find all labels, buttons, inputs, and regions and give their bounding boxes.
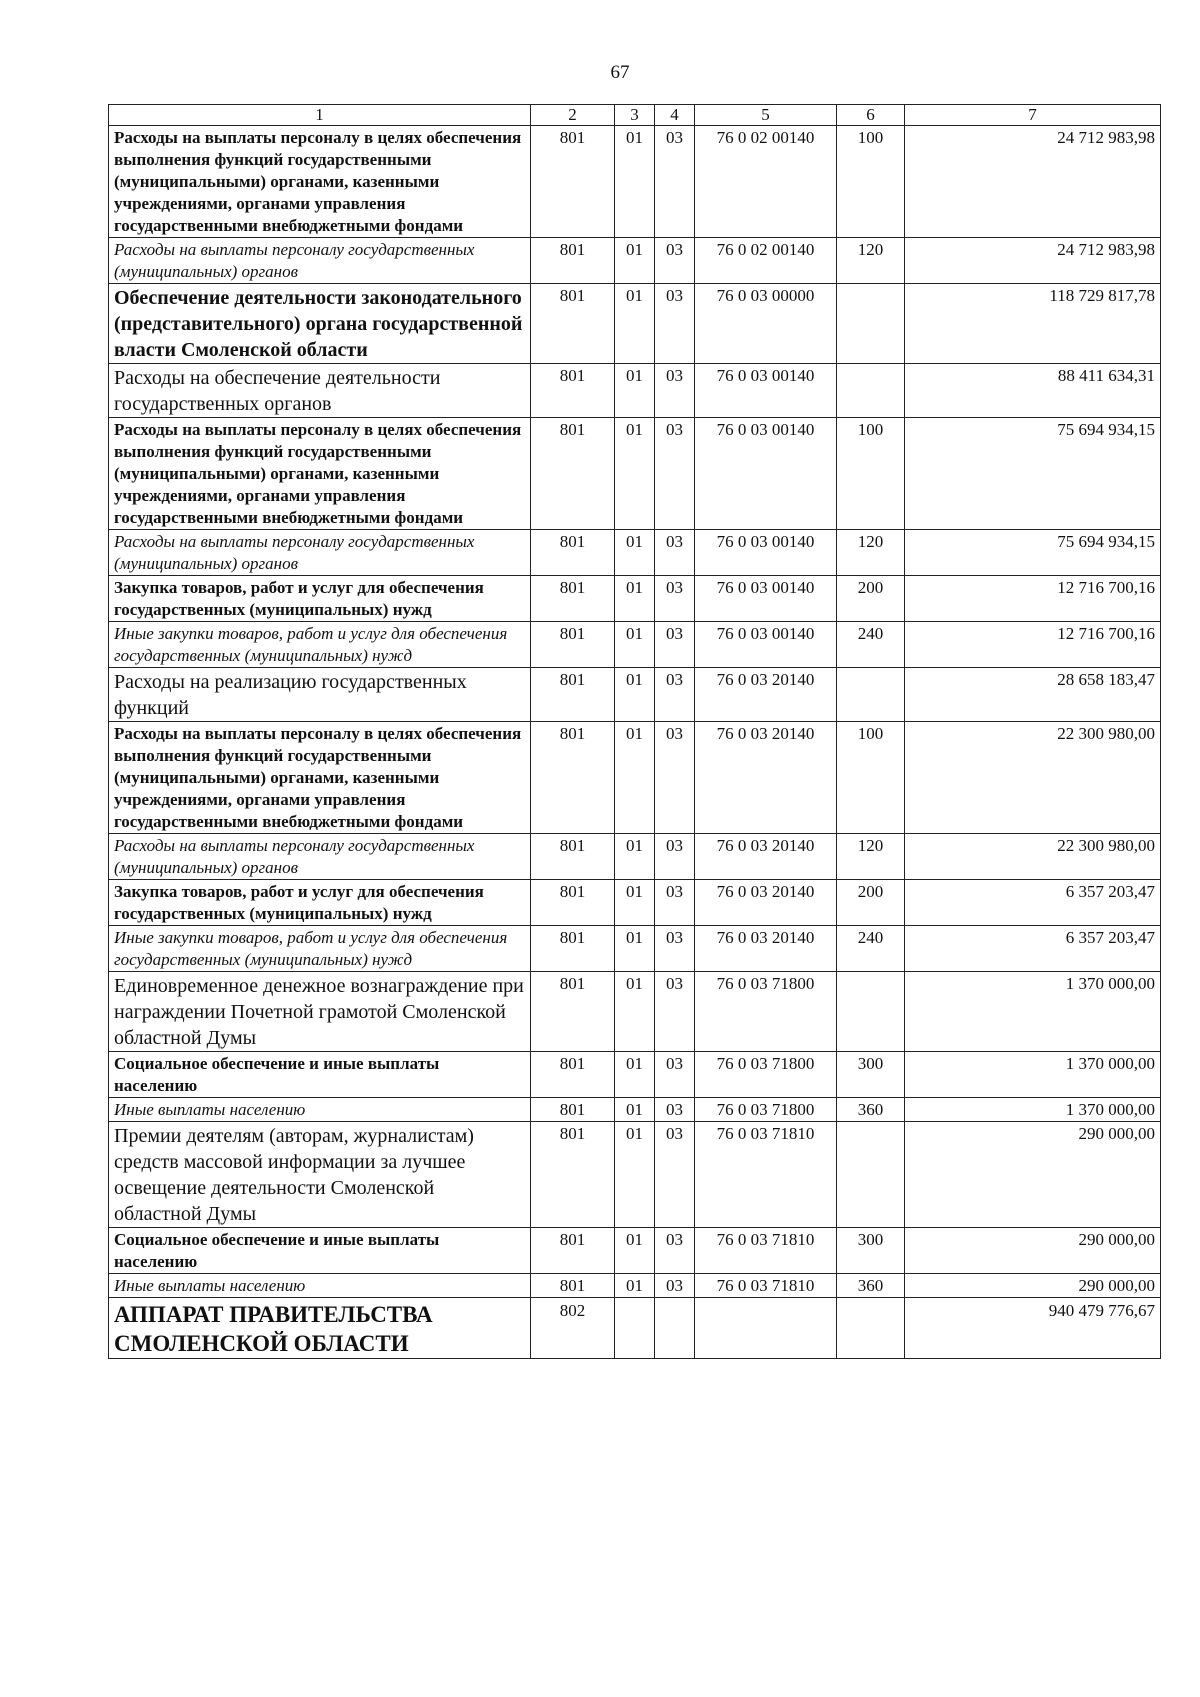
row-expense-type: 100 [837, 722, 905, 834]
row-subsection-code: 03 [655, 1098, 695, 1122]
row-ministry-code: 801 [531, 1228, 615, 1274]
table-row [109, 1274, 1161, 1298]
row-subsection-code: 03 [655, 126, 695, 238]
table-row [109, 364, 1161, 418]
row-target-code: 76 0 03 71800 [695, 1098, 837, 1122]
row-subsection-code: 03 [655, 834, 695, 880]
row-ministry-code: 801 [531, 722, 615, 834]
row-ministry-code: 801 [531, 126, 615, 238]
row-amount: 1 370 000,00 [905, 972, 1161, 1052]
table-row [109, 1228, 1161, 1274]
header-cell: 6 [837, 105, 905, 126]
table-row [109, 1298, 1161, 1359]
header-cell: 1 [109, 105, 531, 126]
row-ministry-code: 801 [531, 880, 615, 926]
row-amount: 1 370 000,00 [905, 1098, 1161, 1122]
row-section-code [615, 1298, 655, 1359]
row-amount: 6 357 203,47 [905, 880, 1161, 926]
row-subsection-code: 03 [655, 1228, 695, 1274]
row-section-code: 01 [615, 1274, 655, 1298]
row-name: Расходы на реализацию государственных функций [109, 668, 531, 722]
row-expense-type: 300 [837, 1052, 905, 1098]
row-name: Социальное обеспечение и иные выплаты населению [109, 1228, 531, 1274]
row-target-code: 76 0 02 00140 [695, 238, 837, 284]
table-row [109, 1098, 1161, 1122]
row-section-code: 01 [615, 576, 655, 622]
row-amount: 1 370 000,00 [905, 1052, 1161, 1098]
row-name: Обеспечение деятельности законодательного (представительного) органа государственной власти Смоленской области [109, 284, 531, 364]
row-target-code: 76 0 03 00140 [695, 576, 837, 622]
row-name: Закупка товаров, работ и услуг для обеспечения государственных (муниципальных) нужд [109, 880, 531, 926]
row-expense-type: 200 [837, 576, 905, 622]
row-subsection-code: 03 [655, 1274, 695, 1298]
row-subsection-code: 03 [655, 238, 695, 284]
row-target-code: 76 0 03 71810 [695, 1228, 837, 1274]
row-ministry-code: 801 [531, 530, 615, 576]
row-name: Расходы на выплаты персоналу в целях обеспечения выполнения функций государственными (муниципальными) органами, казенными учреждениями, органами управления государственными внебюджетными фондами [109, 126, 531, 238]
row-amount: 24 712 983,98 [905, 238, 1161, 284]
row-name: Премии деятелям (авторам, журналистам) средств массовой информации за лучшее освещение деятельности Смоленской областной Думы [109, 1122, 531, 1228]
row-name: Единовременное денежное вознаграждение при награждении Почетной грамотой Смоленской областной Думы [109, 972, 531, 1052]
row-name: Расходы на выплаты персоналу государственных (муниципальных) органов [109, 238, 531, 284]
row-target-code: 76 0 03 20140 [695, 926, 837, 972]
row-target-code: 76 0 03 71810 [695, 1122, 837, 1228]
row-section-code: 01 [615, 722, 655, 834]
table-row [109, 880, 1161, 926]
row-expense-type: 100 [837, 418, 905, 530]
row-subsection-code: 03 [655, 622, 695, 668]
row-section-code: 01 [615, 364, 655, 418]
row-expense-type: 240 [837, 622, 905, 668]
row-subsection-code: 03 [655, 576, 695, 622]
row-section-code: 01 [615, 126, 655, 238]
table-body [109, 126, 1161, 1359]
row-expense-type: 360 [837, 1274, 905, 1298]
row-ministry-code: 801 [531, 1274, 615, 1298]
table-row [109, 668, 1161, 722]
row-name: Расходы на выплаты персоналу в целях обеспечения выполнения функций государственными (муниципальными) органами, казенными учреждениями, органами управления государственными внебюджетными фондами [109, 722, 531, 834]
row-section-code: 01 [615, 972, 655, 1052]
row-name: Иные закупки товаров, работ и услуг для обеспечения государственных (муниципальных) нужд [109, 622, 531, 668]
row-ministry-code: 801 [531, 576, 615, 622]
row-ministry-code: 801 [531, 668, 615, 722]
row-amount: 12 716 700,16 [905, 576, 1161, 622]
row-target-code: 76 0 03 00140 [695, 622, 837, 668]
row-name: Расходы на обеспечение деятельности государственных органов [109, 364, 531, 418]
row-subsection-code: 03 [655, 418, 695, 530]
row-amount: 88 411 634,31 [905, 364, 1161, 418]
row-expense-type [837, 1122, 905, 1228]
header-cell: 7 [905, 105, 1161, 126]
table-row [109, 926, 1161, 972]
row-amount: 24 712 983,98 [905, 126, 1161, 238]
row-amount: 75 694 934,15 [905, 530, 1161, 576]
row-name: Расходы на выплаты персоналу в целях обеспечения выполнения функций государственными (муниципальными) органами, казенными учреждениями, органами управления государственными внебюджетными фондами [109, 418, 531, 530]
row-section-code: 01 [615, 668, 655, 722]
row-section-code: 01 [615, 880, 655, 926]
row-amount: 118 729 817,78 [905, 284, 1161, 364]
row-amount: 290 000,00 [905, 1122, 1161, 1228]
row-subsection-code [655, 1298, 695, 1359]
row-target-code [695, 1298, 837, 1359]
row-name: Закупка товаров, работ и услуг для обеспечения государственных (муниципальных) нужд [109, 576, 531, 622]
row-amount: 290 000,00 [905, 1274, 1161, 1298]
table-row [109, 238, 1161, 284]
table-row [109, 622, 1161, 668]
table-row [109, 1122, 1161, 1228]
row-ministry-code: 801 [531, 622, 615, 668]
row-name: Социальное обеспечение и иные выплаты населению [109, 1052, 531, 1098]
header-cell: 2 [531, 105, 615, 126]
row-section-code: 01 [615, 1228, 655, 1274]
row-amount: 290 000,00 [905, 1228, 1161, 1274]
row-subsection-code: 03 [655, 926, 695, 972]
row-ministry-code: 801 [531, 418, 615, 530]
row-target-code: 76 0 03 20140 [695, 834, 837, 880]
row-section-code: 01 [615, 1052, 655, 1098]
row-expense-type: 120 [837, 530, 905, 576]
row-expense-type [837, 668, 905, 722]
row-target-code: 76 0 03 00140 [695, 530, 837, 576]
table-row [109, 126, 1161, 238]
row-section-code: 01 [615, 622, 655, 668]
row-amount: 22 300 980,00 [905, 834, 1161, 880]
row-expense-type: 240 [837, 926, 905, 972]
row-target-code: 76 0 03 20140 [695, 722, 837, 834]
row-subsection-code: 03 [655, 364, 695, 418]
row-target-code: 76 0 02 00140 [695, 126, 837, 238]
table-row [109, 972, 1161, 1052]
row-ministry-code: 801 [531, 972, 615, 1052]
row-expense-type [837, 364, 905, 418]
table-row [109, 1052, 1161, 1098]
row-name: АППАРАТ ПРАВИТЕЛЬСТВА СМОЛЕНСКОЙ ОБЛАСТИ [109, 1298, 531, 1359]
row-subsection-code: 03 [655, 668, 695, 722]
row-subsection-code: 03 [655, 1052, 695, 1098]
row-ministry-code: 801 [531, 926, 615, 972]
table-row [109, 576, 1161, 622]
row-ministry-code: 802 [531, 1298, 615, 1359]
row-target-code: 76 0 03 00140 [695, 364, 837, 418]
row-target-code: 76 0 03 00140 [695, 418, 837, 530]
row-expense-type: 300 [837, 1228, 905, 1274]
row-amount: 22 300 980,00 [905, 722, 1161, 834]
row-section-code: 01 [615, 238, 655, 284]
table-row [109, 530, 1161, 576]
row-subsection-code: 03 [655, 972, 695, 1052]
table-row [109, 834, 1161, 880]
row-ministry-code: 801 [531, 238, 615, 284]
row-expense-type [837, 1298, 905, 1359]
row-subsection-code: 03 [655, 530, 695, 576]
row-expense-type [837, 972, 905, 1052]
row-name: Расходы на выплаты персоналу государственных (муниципальных) органов [109, 834, 531, 880]
row-amount: 940 479 776,67 [905, 1298, 1161, 1359]
row-expense-type: 360 [837, 1098, 905, 1122]
row-section-code: 01 [615, 834, 655, 880]
row-target-code: 76 0 03 71810 [695, 1274, 837, 1298]
row-target-code: 76 0 03 00000 [695, 284, 837, 364]
header-row [109, 105, 1161, 126]
row-subsection-code: 03 [655, 1122, 695, 1228]
row-section-code: 01 [615, 1098, 655, 1122]
row-section-code: 01 [615, 1122, 655, 1228]
row-section-code: 01 [615, 284, 655, 364]
row-target-code: 76 0 03 20140 [695, 880, 837, 926]
table-row [109, 722, 1161, 834]
row-ministry-code: 801 [531, 1052, 615, 1098]
row-name: Расходы на выплаты персоналу государственных (муниципальных) органов [109, 530, 531, 576]
row-section-code: 01 [615, 530, 655, 576]
row-section-code: 01 [615, 926, 655, 972]
row-subsection-code: 03 [655, 284, 695, 364]
header-cell: 3 [615, 105, 655, 126]
row-expense-type [837, 284, 905, 364]
row-amount: 28 658 183,47 [905, 668, 1161, 722]
row-name: Иные закупки товаров, работ и услуг для обеспечения государственных (муниципальных) нужд [109, 926, 531, 972]
row-expense-type: 100 [837, 126, 905, 238]
row-target-code: 76 0 03 71800 [695, 1052, 837, 1098]
row-subsection-code: 03 [655, 722, 695, 834]
page-number: 67 [610, 62, 630, 83]
row-ministry-code: 801 [531, 364, 615, 418]
row-name: Иные выплаты населению [109, 1098, 531, 1122]
row-amount: 12 716 700,16 [905, 622, 1161, 668]
budget-table [108, 104, 1161, 1359]
row-target-code: 76 0 03 20140 [695, 668, 837, 722]
row-subsection-code: 03 [655, 880, 695, 926]
header-cell: 4 [655, 105, 695, 126]
row-amount: 75 694 934,15 [905, 418, 1161, 530]
row-target-code: 76 0 03 71800 [695, 972, 837, 1052]
row-ministry-code: 801 [531, 1122, 615, 1228]
row-section-code: 01 [615, 418, 655, 530]
header-cell: 5 [695, 105, 837, 126]
row-ministry-code: 801 [531, 1098, 615, 1122]
row-expense-type: 120 [837, 238, 905, 284]
row-ministry-code: 801 [531, 284, 615, 364]
row-name: Иные выплаты населению [109, 1274, 531, 1298]
row-expense-type: 120 [837, 834, 905, 880]
row-ministry-code: 801 [531, 834, 615, 880]
row-amount: 6 357 203,47 [905, 926, 1161, 972]
row-expense-type: 200 [837, 880, 905, 926]
table-row [109, 284, 1161, 364]
table-row [109, 418, 1161, 530]
